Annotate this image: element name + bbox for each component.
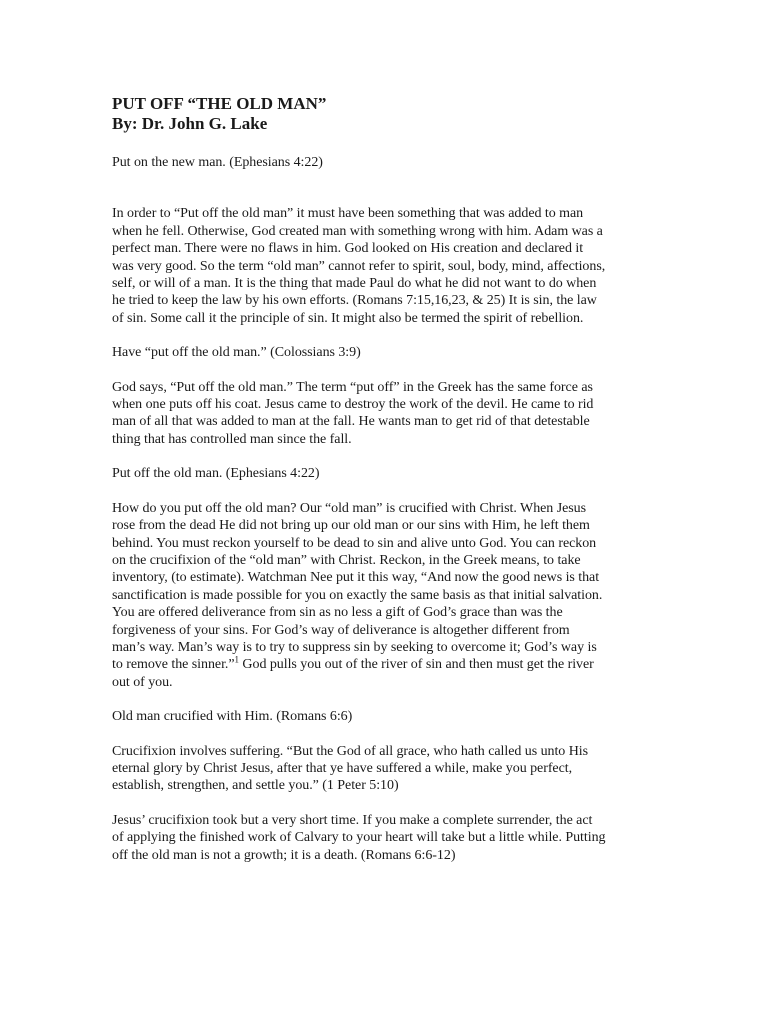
paragraph-1: Put on the new man. (Ephesians 4:22) — [112, 155, 323, 170]
paragraph-7: Old man crucified with Him. (Romans 6:6) — [112, 709, 353, 725]
paragraph-8: Crucifixion involves suffering. “But the God of all grace, who hath called us unto His eternal glory by Christ Jesus, after that ye have suffered a while, make you perfect, establish, strengthen, and settle you.” (1 Peter 5:10) — [112, 743, 589, 794]
paragraph-5: Put off the old man. (Ephesians 4:22) — [112, 466, 320, 482]
footnote-marker: 1 — [234, 654, 239, 665]
paragraph-6 — [112, 500, 672, 691]
document-title: PUT OFF “THE OLD MAN” — [112, 94, 327, 113]
document-byline: By: Dr. John G. Lake — [112, 114, 268, 133]
paragraph-2: In order to “Put off the old man” it must have been something that was added to man when he fell. Otherwise, God created man with something wrong with him. Adam was a perfect man. There were no flaws in him. God looked on His creation and declared it was very good. So the term “old man” cannot refer to spirit, soul, body, mind, affections, self, or will of a man. It is the thing that made Paul do what he did not want to do when he tried to keep the law by his own efforts. (Romans 7:15,16,23, & 25) It is sin, the law of sin. Some call it the principle of sin. It might also be termed the spirit of rebellion. — [112, 206, 606, 326]
paragraph-3: Have “put off the old man.” (Colossians 3:9) — [112, 345, 361, 361]
paragraph-4: God says, “Put off the old man.” The term “put off” in the Greek has the same force as when one puts off his coat. Jesus came to destroy the work of the devil. He came to rid man of all that was added to man at the fall. He wants man to get rid of that detestable thing that has controlled man since the fall. — [112, 379, 594, 447]
paragraph-6-body: How do you put off the old man? Our “old man” is crucified with Christ. When Jesus rose from the dead He did not bring up our old man or our sins with Him, he left them behind. You must reckon yourself to be dead to sin and alive unto God. You can reckon on the crucifixion of the “old man” with Christ. Reckon, in the Greek means, to take inventory, (to estimate). Watchman Nee put it this way, “And now the good news is that sanctification is made possible for you on exactly the same basis as that initial salvation. You are offered deliverance from sin as no less a gift of God’s grace than was the forgiveness of your sins. For God’s way of deliverance is altogether different from man’s way. Man’s way is to try to suppress sin by seeking to overcome it; God’s way is to remove the sinner.” — [112, 500, 603, 673]
document-page — [112, 94, 672, 864]
paragraph-9: Jesus’ crucifixion took but a very short time. If you make a complete surrender, the act of applying the finished work of Calvary to your heart will take but a little while. Putting off the old man is not a growth; it is a death. (Romans 6:6-12) — [112, 812, 606, 863]
paragraph-6-tail: God pulls you out of the river of sin and then must get the river out of you. — [112, 657, 594, 690]
